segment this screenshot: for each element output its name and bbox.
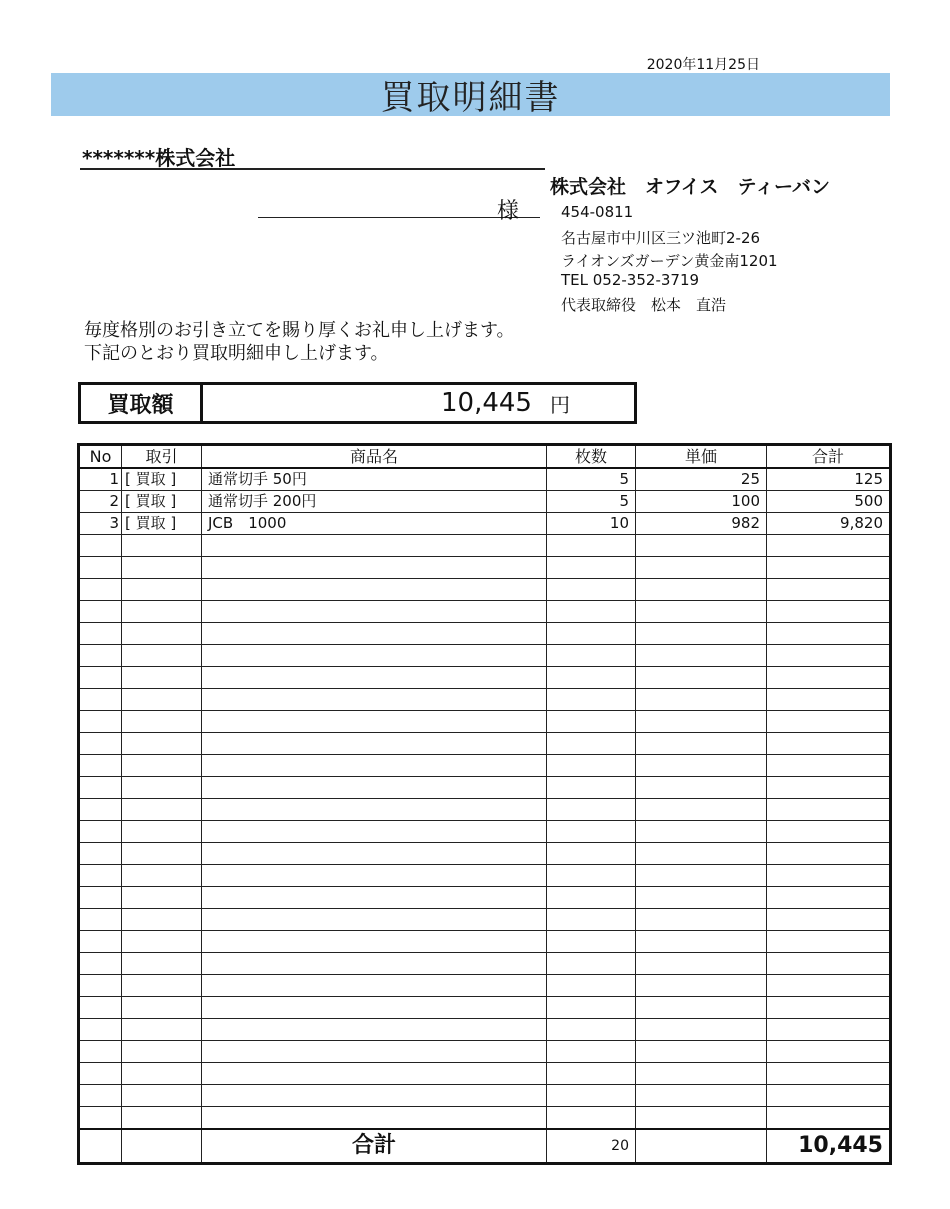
cell-item — [202, 689, 547, 711]
table-row-empty — [79, 579, 891, 601]
cell-subtotal — [767, 887, 891, 909]
cell-item — [202, 931, 547, 953]
cell-subtotal — [767, 579, 891, 601]
cell-unit-price — [636, 975, 767, 997]
cell-subtotal — [767, 645, 891, 667]
cell-type — [122, 953, 202, 975]
cell-subtotal — [767, 909, 891, 931]
cell-subtotal — [767, 997, 891, 1019]
cell-unit-price — [636, 557, 767, 579]
cell-no — [79, 1085, 122, 1107]
cell-type — [122, 623, 202, 645]
table-row-empty — [79, 799, 891, 821]
cell-no — [79, 557, 122, 579]
table-row-empty — [79, 953, 891, 975]
cell-no — [79, 1041, 122, 1063]
cell-unit-price — [636, 777, 767, 799]
cell-subtotal — [767, 557, 891, 579]
cell-unit-price — [636, 623, 767, 645]
cell-qty — [547, 733, 636, 755]
cell-unit-price — [636, 1019, 767, 1041]
cell-item — [202, 579, 547, 601]
cell-no — [79, 931, 122, 953]
cell-subtotal — [767, 601, 891, 623]
cell-subtotal — [767, 865, 891, 887]
cell-no — [79, 799, 122, 821]
cell-subtotal — [767, 931, 891, 953]
cell-qty: 5 — [547, 468, 636, 491]
items-table — [77, 443, 892, 1165]
table-row-empty — [79, 931, 891, 953]
cell-type — [122, 1085, 202, 1107]
purchase-amount-field — [203, 385, 634, 421]
cell-item — [202, 777, 547, 799]
greeting-line2: 下記のとおり買取明細申し上げます。 — [84, 343, 389, 364]
cell-no — [79, 821, 122, 843]
cell-unit-price — [636, 909, 767, 931]
table-row-empty — [79, 1107, 891, 1130]
table-row-empty — [79, 975, 891, 997]
title-bar — [51, 73, 890, 116]
cell-unit-price — [636, 843, 767, 865]
table-row-empty — [79, 997, 891, 1019]
cell-unit-price — [636, 711, 767, 733]
purchase-amount-label: 買取額 — [81, 385, 203, 421]
table-row-empty — [79, 821, 891, 843]
total-cell-unit-price — [636, 1129, 767, 1164]
purchase-amount-unit: 円 — [549, 392, 570, 417]
cell-subtotal — [767, 975, 891, 997]
cell-type — [122, 579, 202, 601]
cell-unit-price: 25 — [636, 468, 767, 491]
cell-no — [79, 645, 122, 667]
table-row — [79, 513, 891, 535]
cell-subtotal — [767, 535, 891, 557]
cell-subtotal: 500 — [767, 491, 891, 513]
table-header-row — [79, 445, 891, 469]
cell-subtotal — [767, 843, 891, 865]
cell-item — [202, 733, 547, 755]
cell-item — [202, 711, 547, 733]
table-row-empty — [79, 1063, 891, 1085]
cell-item — [202, 601, 547, 623]
cell-qty — [547, 1041, 636, 1063]
cell-subtotal — [767, 623, 891, 645]
cell-qty — [547, 975, 636, 997]
cell-no — [79, 755, 122, 777]
cell-type — [122, 645, 202, 667]
cell-subtotal — [767, 733, 891, 755]
cell-no — [79, 909, 122, 931]
greeting-line1: 毎度格別のお引き立てを賜り厚くお礼申し上げます。 — [84, 320, 515, 341]
cell-subtotal — [767, 1107, 891, 1130]
cell-qty — [547, 843, 636, 865]
cell-no — [79, 733, 122, 755]
cell-qty — [547, 689, 636, 711]
cell-unit-price — [636, 667, 767, 689]
cell-qty — [547, 623, 636, 645]
cell-no — [79, 623, 122, 645]
table-row-empty — [79, 733, 891, 755]
table-row-empty — [79, 535, 891, 557]
document-title: 買取明細書 — [380, 78, 561, 118]
table-row-empty — [79, 755, 891, 777]
cell-qty — [547, 579, 636, 601]
cell-qty — [547, 799, 636, 821]
cell-qty — [547, 1063, 636, 1085]
table-row-empty — [79, 909, 891, 931]
cell-subtotal — [767, 755, 891, 777]
cell-item — [202, 755, 547, 777]
cell-subtotal — [767, 1085, 891, 1107]
cell-item — [202, 1107, 547, 1130]
cell-item — [202, 909, 547, 931]
cell-no — [79, 887, 122, 909]
cell-type — [122, 975, 202, 997]
cell-type — [122, 667, 202, 689]
cell-subtotal — [767, 1019, 891, 1041]
cell-qty — [547, 1019, 636, 1041]
cell-unit-price — [636, 755, 767, 777]
cell-unit-price — [636, 689, 767, 711]
cell-subtotal — [767, 821, 891, 843]
cell-subtotal — [767, 667, 891, 689]
cell-no — [79, 865, 122, 887]
cell-subtotal — [767, 711, 891, 733]
cell-type — [122, 997, 202, 1019]
cell-unit-price — [636, 997, 767, 1019]
cell-type — [122, 777, 202, 799]
cell-no — [79, 689, 122, 711]
cell-unit-price — [636, 601, 767, 623]
cell-type — [122, 799, 202, 821]
cell-item — [202, 975, 547, 997]
cell-unit-price — [636, 535, 767, 557]
cell-item — [202, 1041, 547, 1063]
cell-no: 1 — [79, 468, 122, 491]
cell-item — [202, 821, 547, 843]
company-address-line1: 名古屋市中川区三ツ池町2-26 — [561, 229, 761, 247]
cell-type — [122, 601, 202, 623]
cell-subtotal — [767, 1041, 891, 1063]
table-row — [79, 491, 891, 513]
table-row-empty — [79, 887, 891, 909]
cell-item: 通常切手 200円 — [202, 491, 547, 513]
cell-type — [122, 843, 202, 865]
table-row-empty — [79, 601, 891, 623]
cell-no — [79, 1063, 122, 1085]
cell-unit-price: 982 — [636, 513, 767, 535]
cell-no — [79, 535, 122, 557]
cell-type — [122, 887, 202, 909]
company-name: 株式会社 オフイス ティーバン — [550, 176, 831, 198]
cell-qty — [547, 931, 636, 953]
cell-type — [122, 1107, 202, 1130]
table-row — [79, 468, 891, 491]
total-amount: 10,445 — [767, 1129, 891, 1164]
cell-item — [202, 865, 547, 887]
cell-type — [122, 1019, 202, 1041]
cell-type — [122, 931, 202, 953]
cell-qty — [547, 997, 636, 1019]
cell-qty — [547, 953, 636, 975]
cell-unit-price — [636, 579, 767, 601]
cell-no — [79, 975, 122, 997]
purchase-amount-value: 10,445 — [441, 388, 532, 418]
table-row-empty — [79, 1019, 891, 1041]
cell-item — [202, 1085, 547, 1107]
table-row-empty — [79, 689, 891, 711]
cell-item — [202, 1063, 547, 1085]
cell-item — [202, 1019, 547, 1041]
table-row-empty — [79, 645, 891, 667]
cell-subtotal — [767, 689, 891, 711]
cell-subtotal — [767, 777, 891, 799]
cell-item — [202, 953, 547, 975]
total-row — [79, 1129, 891, 1164]
cell-qty — [547, 601, 636, 623]
cell-item — [202, 535, 547, 557]
cell-qty — [547, 1107, 636, 1130]
cell-qty: 5 — [547, 491, 636, 513]
cell-qty — [547, 887, 636, 909]
cell-no — [79, 579, 122, 601]
cell-unit-price — [636, 1063, 767, 1085]
table-row-empty — [79, 557, 891, 579]
table-row-empty — [79, 1041, 891, 1063]
cell-no — [79, 711, 122, 733]
cell-type — [122, 821, 202, 843]
cell-type — [122, 1063, 202, 1085]
cell-subtotal: 125 — [767, 468, 891, 491]
table-row-empty — [79, 667, 891, 689]
cell-qty — [547, 909, 636, 931]
cell-item — [202, 645, 547, 667]
cell-qty — [547, 821, 636, 843]
cell-no: 3 — [79, 513, 122, 535]
cell-type — [122, 909, 202, 931]
cell-item: JCB 1000 — [202, 513, 547, 535]
cell-qty — [547, 645, 636, 667]
cell-qty — [547, 535, 636, 557]
cell-item — [202, 997, 547, 1019]
purchase-amount-box — [78, 382, 637, 424]
company-postal: 454-0811 — [561, 203, 634, 221]
cell-item: 通常切手 50円 — [202, 468, 547, 491]
cell-unit-price — [636, 1041, 767, 1063]
cell-no — [79, 777, 122, 799]
cell-unit-price — [636, 733, 767, 755]
cell-unit-price — [636, 821, 767, 843]
cell-subtotal — [767, 1063, 891, 1085]
cell-qty — [547, 755, 636, 777]
cell-type — [122, 733, 202, 755]
cell-type — [122, 689, 202, 711]
cell-item — [202, 887, 547, 909]
cell-item — [202, 799, 547, 821]
header-type: 取引 — [122, 445, 202, 469]
cell-no — [79, 953, 122, 975]
cell-no — [79, 601, 122, 623]
cell-qty — [547, 777, 636, 799]
cell-no — [79, 997, 122, 1019]
cell-unit-price — [636, 953, 767, 975]
cell-no: 2 — [79, 491, 122, 513]
total-cell-no — [79, 1129, 122, 1164]
table-row-empty — [79, 711, 891, 733]
header-no: No — [79, 445, 122, 469]
header-item: 商品名 — [202, 445, 547, 469]
cell-unit-price — [636, 865, 767, 887]
cell-unit-price — [636, 799, 767, 821]
cell-unit-price — [636, 887, 767, 909]
cell-subtotal — [767, 799, 891, 821]
cell-type — [122, 865, 202, 887]
cell-type — [122, 711, 202, 733]
cell-item — [202, 623, 547, 645]
cell-item — [202, 667, 547, 689]
cell-unit-price — [636, 645, 767, 667]
cell-type: [ 買取 ] — [122, 468, 202, 491]
header-subtotal: 合計 — [767, 445, 891, 469]
cell-item — [202, 843, 547, 865]
header-unit-price: 単価 — [636, 445, 767, 469]
cell-type: [ 買取 ] — [122, 491, 202, 513]
company-representative: 代表取締役 松本 直浩 — [561, 296, 727, 314]
cell-subtotal — [767, 953, 891, 975]
table-row-empty — [79, 865, 891, 887]
cell-type — [122, 755, 202, 777]
total-label: 合計 — [202, 1129, 547, 1164]
header-qty: 枚数 — [547, 445, 636, 469]
cell-subtotal: 9,820 — [767, 513, 891, 535]
items-body — [79, 468, 891, 1129]
table-row-empty — [79, 1085, 891, 1107]
cell-no — [79, 843, 122, 865]
table-row-empty — [79, 623, 891, 645]
cell-no — [79, 667, 122, 689]
cell-no — [79, 1107, 122, 1130]
cell-qty — [547, 557, 636, 579]
total-cell-type — [122, 1129, 202, 1164]
customer-underline — [80, 168, 545, 170]
table-row-empty — [79, 843, 891, 865]
cell-unit-price — [636, 1085, 767, 1107]
document-date: 2020年11月25日 — [646, 57, 760, 73]
cell-qty — [547, 667, 636, 689]
cell-unit-price: 100 — [636, 491, 767, 513]
cell-unit-price — [636, 931, 767, 953]
cell-type — [122, 1041, 202, 1063]
cell-qty: 10 — [547, 513, 636, 535]
table-row-empty — [79, 777, 891, 799]
cell-unit-price — [636, 1107, 767, 1130]
cell-qty — [547, 1085, 636, 1107]
cell-type — [122, 535, 202, 557]
total-qty: 20 — [547, 1129, 636, 1164]
cell-type — [122, 557, 202, 579]
honorific: 様 — [497, 199, 520, 224]
company-tel: TEL 052-352-3719 — [561, 271, 700, 289]
customer-name: *******株式会社 — [82, 146, 236, 170]
cell-no — [79, 1019, 122, 1041]
cell-qty — [547, 711, 636, 733]
cell-type: [ 買取 ] — [122, 513, 202, 535]
cell-qty — [547, 865, 636, 887]
cell-item — [202, 557, 547, 579]
company-address-line2: ライオンズガーデン黄金南1201 — [561, 252, 778, 270]
